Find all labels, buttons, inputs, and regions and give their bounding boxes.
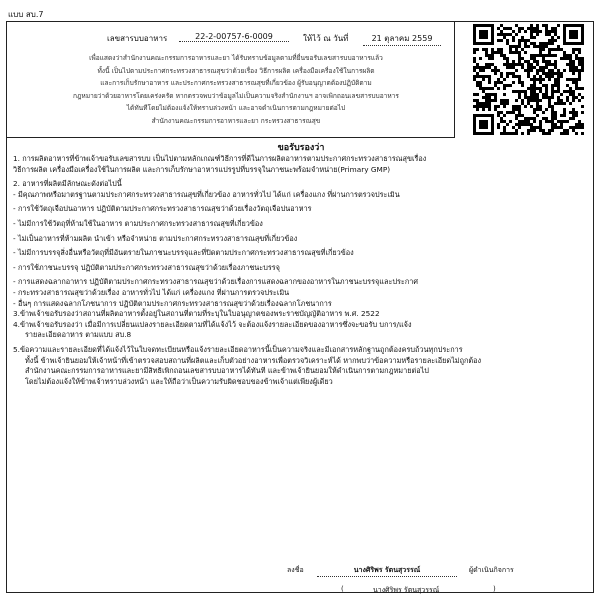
body-line: 5.ข้อความและรายละเอียดที่ได้แจ้งไว้ในใบจดทะเบียนหรือแจ้งรายละเอียดอาหารนี้เป็นความจริงและมีเอกสารหลักฐานถูกต้องครบถ้วนทุกประการ <box>13 344 463 354</box>
certification-title: ขอรับรองว่า <box>277 143 325 153</box>
issued-label: ให้ไว้ ณ วันที่ <box>303 34 349 43</box>
body-line: - กระทรวงสาธารณสุขว่าด้วยเรื่อง อาหารทั่วไป ได้แก่ เครื่องแกง ที่ผ่านการตรวจประเมิน <box>13 287 290 297</box>
signature-block <box>247 563 587 603</box>
doc-no-value: 22-2-00757-6-0009 <box>179 32 289 42</box>
paren-close: ) <box>493 585 496 593</box>
qr-code <box>459 24 587 136</box>
doc-no-label: เลขสารบบอาหาร <box>107 34 168 43</box>
paren-open: ( <box>341 585 344 593</box>
body-line: - มีคุณภาพหรือมาตรฐานตามประกาศกระทรวงสาธารณสุขที่เกี่ยวข้อง อาหารทั่วไป ได้แก่ เครื่องแกง ที่ผ่านการตรวจประเมิน <box>13 189 400 199</box>
body-line: ทั้งนี้ ข้าพเจ้ายินยอมให้เจ้าหน้าที่เข้าตรวจสอบสถานที่ผลิตและเก็บตัวอย่างอาหารเพื่อตรวจวิเคราะห์ได้ หากพบว่าข้อความหรือรายละเอียดไม่ถูกต้อง <box>25 355 482 365</box>
body-line: - อื่นๆ การแสดงฉลากโภชนาการ ปฏิบัติตามประกาศกระทรวงสาธารณสุขว่าด้วยเรื่องฉลากโภชนาการ <box>13 298 332 308</box>
intro-line: ทั้งนี้ เป็นไปตามประกาศกระทรวงสาธารณสุขว่าด้วยเรื่อง วิธีการผลิต เครื่องมือเครื่องใช้ในการผลิต <box>97 66 375 75</box>
intro-line: เพื่อแสดงว่าสำนักงานคณะกรรมการอาหารและยา ได้รับทราบข้อมูลตามที่ยื่นขอรับเลขสารบบอาหารแล้ว <box>89 54 383 62</box>
issued-date: 21 ตุลาคม 2559 <box>363 32 441 46</box>
signer-name: นางศิริพร รัตนสุวรรณ์ <box>317 565 457 577</box>
sign-label: ลงชื่อ <box>287 566 304 574</box>
header-section <box>7 22 455 138</box>
form-code: แบบ สบ.7 <box>8 10 44 19</box>
certification-body <box>13 154 589 387</box>
body-line: โดยไม่ต้องแจ้งให้ข้าพเจ้าทราบล่วงหน้า และให้ถือว่าเป็นความรับผิดชอบของข้าพเจ้าแต่เพียงผู้เดียว <box>25 376 333 386</box>
intro-line: กฎหมายว่าด้วยอาหารโดยเคร่งครัด หากตรวจพบว่าข้อมูลไม่เป็นความจริงสำนักงานฯ อาจเพิกถอนเลขสารบบอาหาร <box>73 91 399 100</box>
intro-line: และการเก็บรักษาอาหาร และประกาศกระทรวงสาธารณสุขที่เกี่ยวข้อง ผู้รับอนุญาตต้องปฏิบัติตาม <box>100 79 372 88</box>
body-line: 1. การผลิตอาหารที่ข้าพเจ้าขอรับเลขสารบบ เป็นไปตามหลักเกณฑ์วิธีการที่ดีในการผลิตอาหารตามประกาศกระทรวงสาธารณสุขเรื่อง <box>13 154 427 163</box>
body-line: - ไม่เป็นอาหารที่ห้ามผลิต นำเข้า หรือจำหน่าย ตามประกาศกระทรวงสาธารณสุขที่เกี่ยวข้อง <box>13 233 298 243</box>
body-line: - ไม่มีการบรรจุสิ่งอื่นหรือวัตถุที่มีอันตรายในภาชนะบรรจุและที่ปิดตามประกาศกระทรวงสาธารณสุขที่เกี่ยวข้อง <box>13 248 354 258</box>
intro-paragraph <box>21 52 451 128</box>
body-line: 2. อาหารที่ผลิตมีลักษณะดังต่อไปนี้ <box>13 179 122 189</box>
certificate-frame <box>6 21 594 593</box>
intro-line: ได้ทันทีโดยไม่ต้องแจ้งให้ทราบล่วงหน้า และอาจดำเนินการตามกฎหมายต่อไป <box>126 104 346 113</box>
body-line: รายละเอียดอาหาร ตามแบบ สบ.8 <box>25 330 132 340</box>
signer-role: ผู้ดำเนินกิจการ <box>469 566 514 574</box>
intro-line: สำนักงานคณะกรรมการอาหารและยา กระทรวงสาธารณสุข <box>151 116 321 125</box>
body-line: 3.ข้าพเจ้าขอรับรองว่าสถานที่ผลิตอาหารตั้งอยู่ในสถานที่ตามที่ระบุในใบอนุญาตของพระราชบัญญัติอาหาร พ.ศ. 2522 <box>13 309 380 319</box>
body-line: สำนักงานคณะกรรมการอาหารและยามีสิทธิเพิกถอนเลขสารบบอาหารได้ทันที และข้าพเจ้ายินยอมให้ดำเนินการตามกฎหมายต่อไป <box>25 366 429 376</box>
body-line: - การใช้ภาชนะบรรจุ ปฏิบัติตามประกาศกระทรวงสาธารณสุขว่าด้วยเรื่องภาชนะบรรจุ <box>13 262 280 272</box>
body-line: - การใช้วัตถุเจือปนอาหาร ปฏิบัติตามประกาศกระทรวงสาธารณสุขว่าด้วยเรื่องวัตถุเจือปนอาหาร <box>13 204 312 214</box>
document-number-line <box>19 32 449 44</box>
body-line: - การแสดงฉลากอาหาร ปฏิบัติตามประกาศกระทรวงสาธารณสุขว่าด้วยเรื่องการแสดงฉลากของอาหารในภาชนะบรรจุและประกาศ <box>13 277 419 287</box>
printed-name: นางศิริพร รัตนสุวรรณ์ <box>373 586 440 594</box>
body-line: วิธีการผลิต เครื่องมือเครื่องใช้ในการผลิต และการเก็บรักษาอาหารแปรรูปที่บรรจุในภาชนะพร้อมจำหน่าย(Primary GMP) <box>13 164 391 174</box>
body-line: 4.ข้าพเจ้าขอรับรองว่า เมื่อมีการเปลี่ยนแปลงรายละเอียดตามที่ได้แจ้งไว้ จะต้องแจ้งรายละเอียดของอาหารซึ่งจะขอรับ บการ/แจ้ง <box>13 319 412 329</box>
body-line: - ไม่มีการใช้วัตถุที่ห้ามใช้ในอาหาร ตามประกาศกระทรวงสาธารณสุขที่เกี่ยวข้อง <box>13 218 263 228</box>
